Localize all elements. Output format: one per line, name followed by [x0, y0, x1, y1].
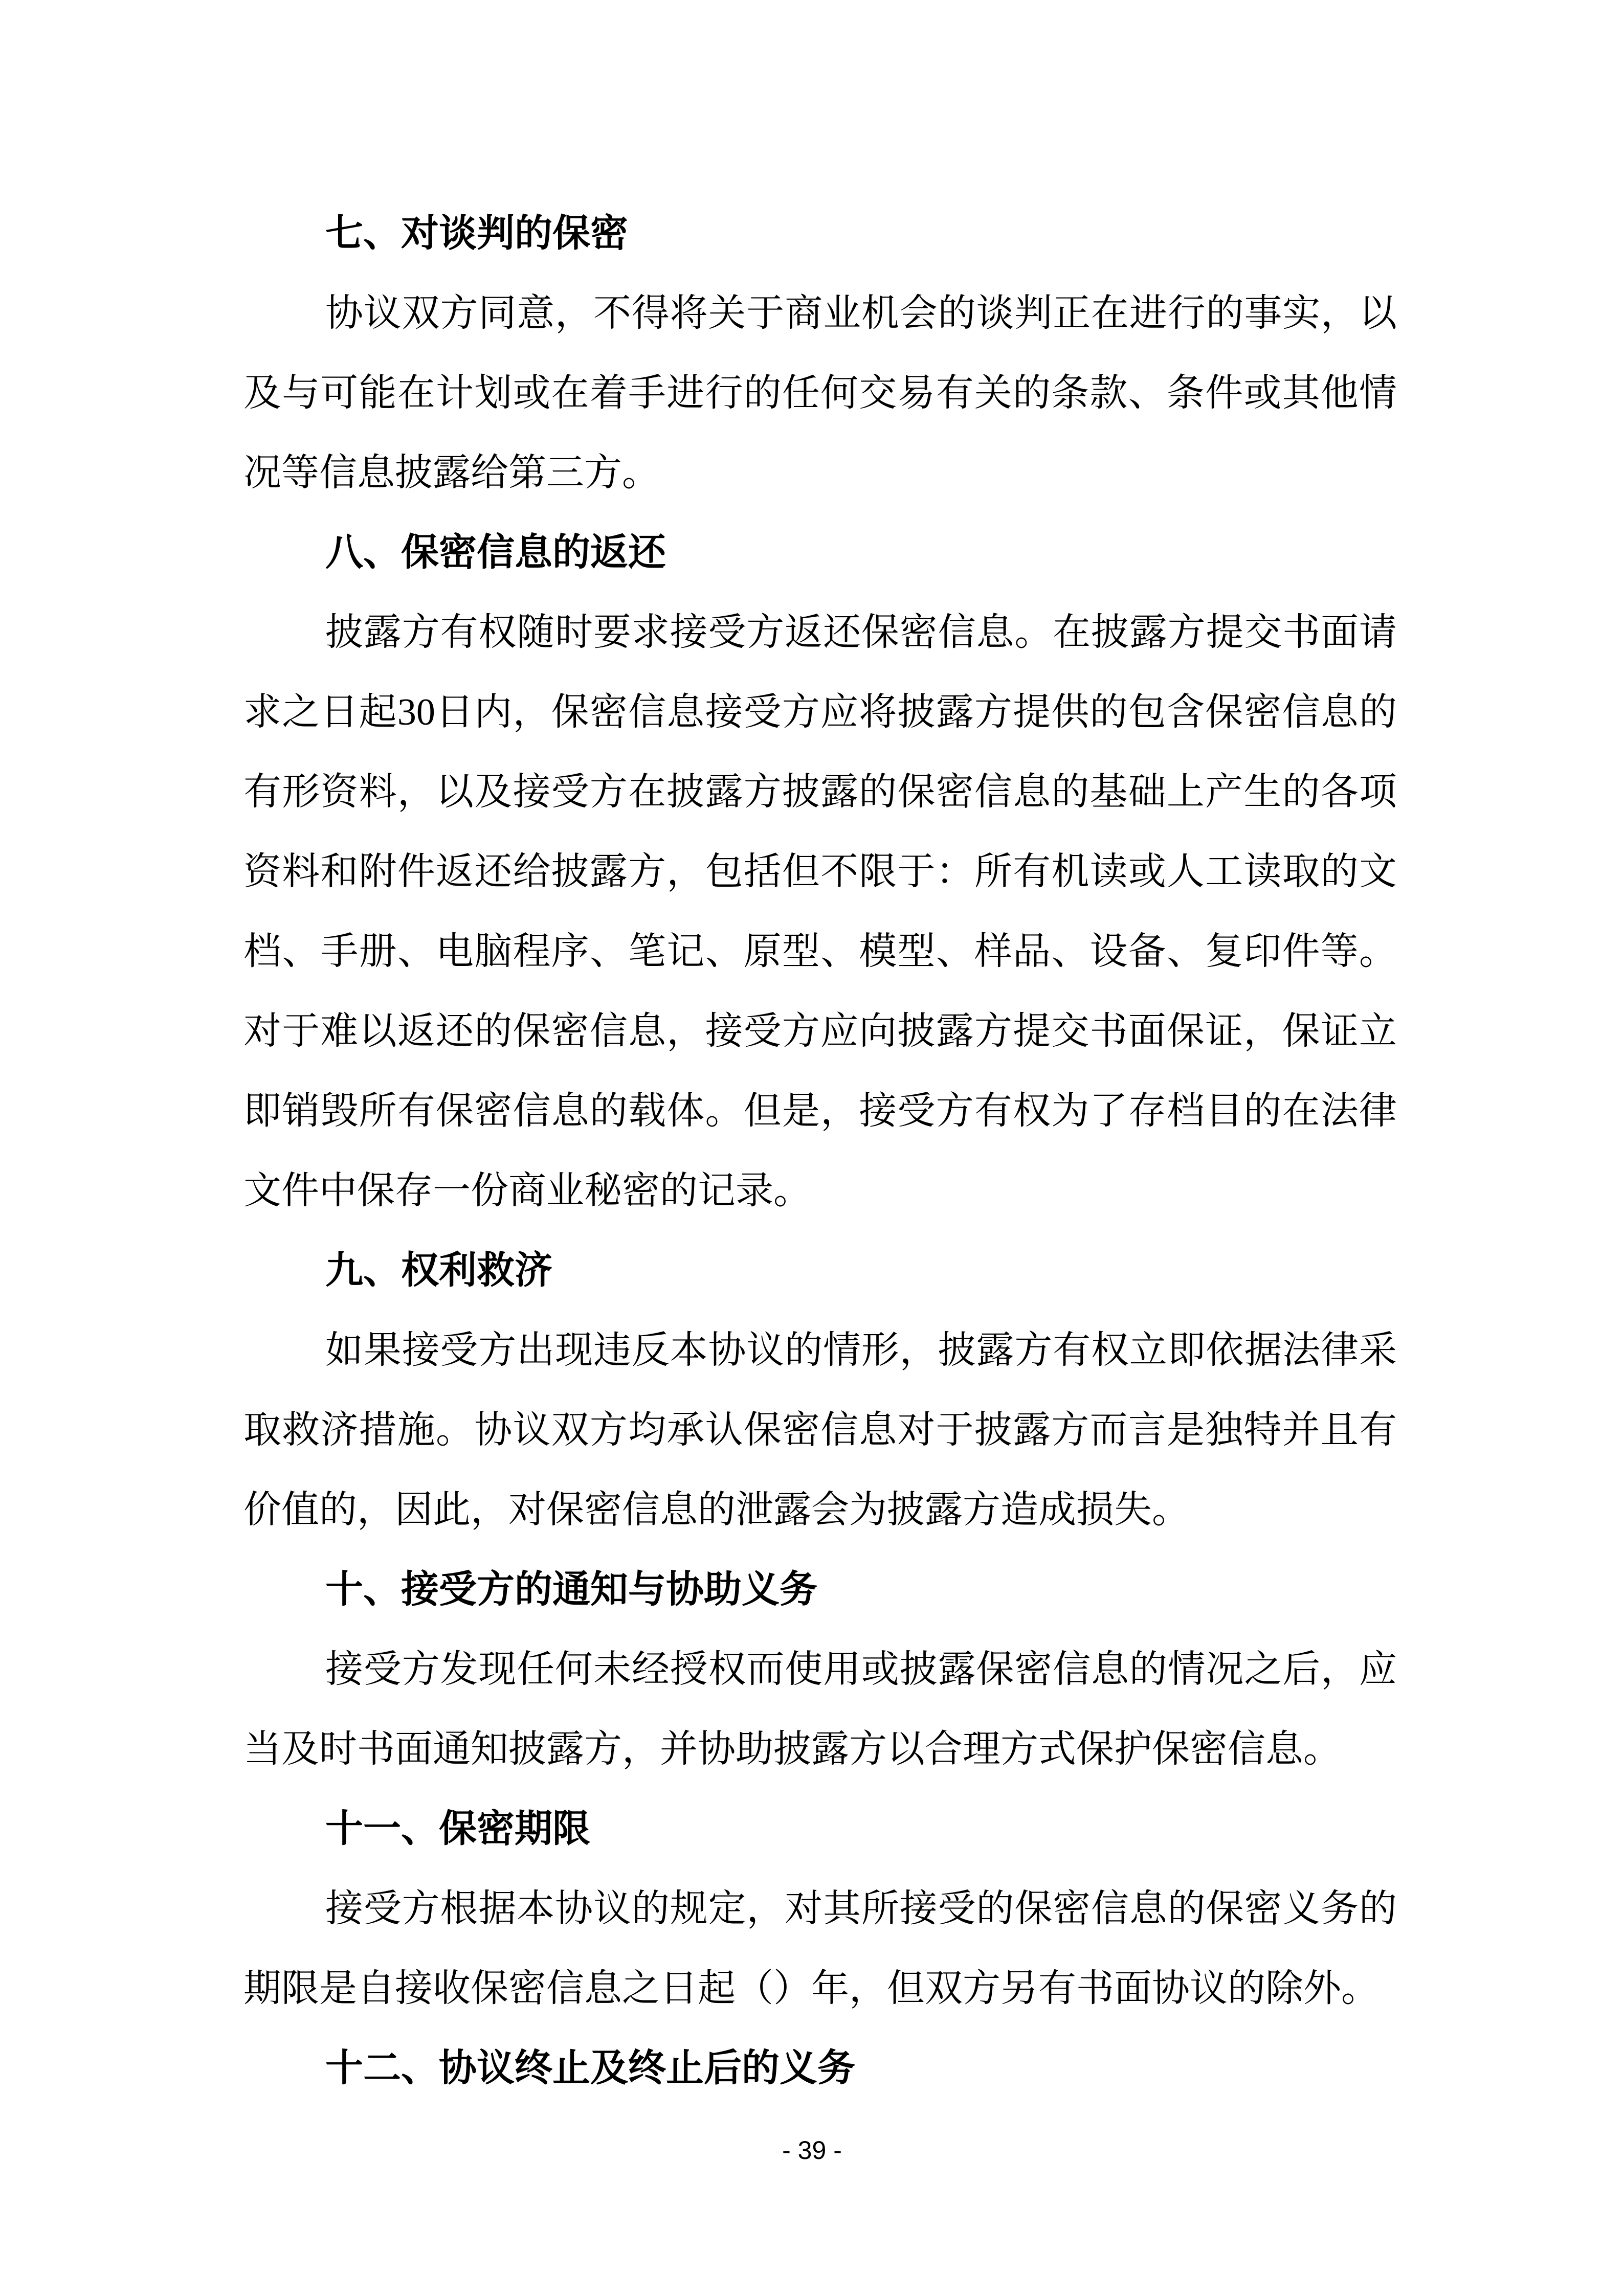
- text-line: 接受方发现任何未经授权而使用或披露保密信息的情况之后，应: [325, 1649, 1397, 1691]
- text-line: 当及时书面通知披露方，并协助披露方以合理方式保护保密信息。: [243, 1728, 1341, 1770]
- section-heading: 十一、保密期限: [325, 1808, 590, 1850]
- section-heading: 十二、协议终止及终止后的义务: [325, 2047, 855, 2089]
- text-line: 接受方根据本协议的规定，对其所接受的保密信息的保密义务的: [325, 1888, 1397, 1930]
- text-line: 有形资料，以及接受方在披露方披露的保密信息的基础上产生的各项: [243, 771, 1397, 813]
- section-heading: 八、保密信息的返还: [325, 532, 666, 574]
- text-line: 披露方有权随时要求接受方返还保密信息。在披露方提交书面请: [325, 612, 1397, 654]
- text-line: 及与可能在计划或在着手进行的任何交易有关的条款、条件或其他情: [243, 372, 1397, 414]
- text-line: 协议双方同意，不得将关于商业机会的谈判正在进行的事实，以: [325, 292, 1397, 334]
- section-heading: 十、接受方的通知与协助义务: [325, 1569, 817, 1611]
- text-line: 档、手册、电脑程序、笔记、原型、模型、样品、设备、复印件等。: [243, 931, 1397, 973]
- text-line: 求之日起30日内，保密信息接受方应将披露方提供的包含保密信息的: [243, 691, 1397, 733]
- page-number: - 39 -: [782, 2136, 842, 2165]
- section-heading: 七、对谈判的保密: [325, 213, 628, 255]
- text-line: 况等信息披露给第三方。: [243, 452, 660, 494]
- document-body: [243, 194, 1397, 2108]
- section-heading: 九、权利救济: [325, 1250, 552, 1292]
- text-line: 即销毁所有保密信息的载体。但是，接受方有权为了存档目的在法律: [243, 1090, 1397, 1132]
- text-line: 如果接受方出现违反本协议的情形，披露方有权立即依据法律采: [325, 1330, 1397, 1371]
- text-line: 文件中保存一份商业秘密的记录。: [243, 1170, 811, 1212]
- text-line: 价值的，因此，对保密信息的泄露会为披露方造成损失。: [243, 1489, 1190, 1531]
- text-line: 取救济措施。协议双方均承认保密信息对于披露方而言是独特并且有: [243, 1409, 1397, 1451]
- text-line: 期限是自接收保密信息之日起（）年，但双方另有书面协议的除外。: [243, 1968, 1379, 2010]
- text-line: 资料和附件返还给披露方，包括但不限于：所有机读或人工读取的文: [243, 851, 1397, 893]
- text-line: 对于难以返还的保密信息，接受方应向披露方提交书面保证，保证立: [243, 1010, 1397, 1052]
